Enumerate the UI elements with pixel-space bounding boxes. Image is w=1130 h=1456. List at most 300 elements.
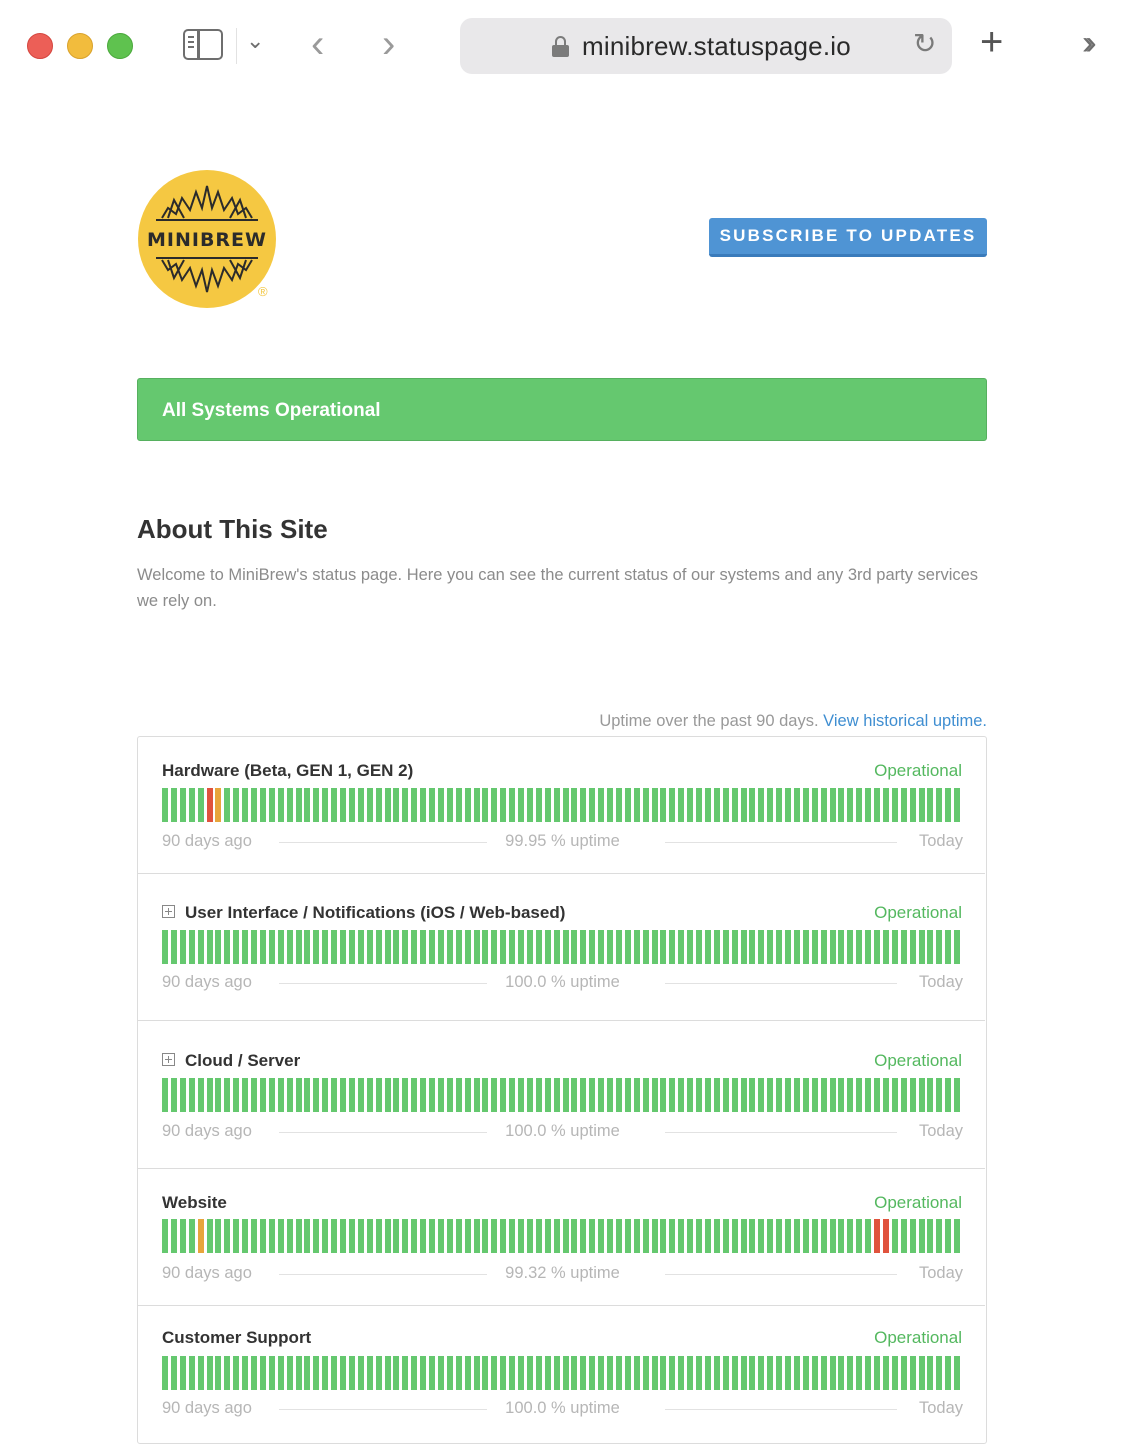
uptime-day-bar[interactable] — [767, 788, 773, 822]
uptime-day-bar[interactable] — [705, 930, 711, 964]
uptime-day-bar[interactable] — [482, 1219, 488, 1253]
uptime-day-bar[interactable] — [340, 930, 346, 964]
uptime-day-bar[interactable] — [420, 930, 426, 964]
uptime-day-bar[interactable] — [812, 930, 818, 964]
uptime-day-bar[interactable] — [696, 930, 702, 964]
uptime-day-bar[interactable] — [838, 1356, 844, 1390]
uptime-day-bar[interactable] — [447, 1219, 453, 1253]
uptime-day-bar[interactable] — [474, 930, 480, 964]
uptime-day-bar[interactable] — [652, 1356, 658, 1390]
uptime-day-bar[interactable] — [447, 1078, 453, 1112]
uptime-day-bar[interactable] — [580, 1078, 586, 1112]
uptime-day-bar[interactable] — [945, 788, 951, 822]
uptime-day-bar[interactable] — [198, 1356, 204, 1390]
expand-plus-icon[interactable] — [162, 1053, 175, 1066]
uptime-day-bar[interactable] — [741, 1356, 747, 1390]
uptime-day-bar[interactable] — [945, 1078, 951, 1112]
back-arrow-icon[interactable]: ‹ — [311, 22, 325, 66]
uptime-day-bar[interactable] — [830, 1219, 836, 1253]
uptime-day-bar[interactable] — [785, 1219, 791, 1253]
uptime-day-bar[interactable] — [385, 930, 391, 964]
uptime-day-bar[interactable] — [215, 1219, 221, 1253]
uptime-day-bar[interactable] — [669, 930, 675, 964]
uptime-day-bar[interactable] — [794, 788, 800, 822]
uptime-day-bar[interactable] — [563, 1219, 569, 1253]
uptime-day-bar[interactable] — [509, 930, 515, 964]
uptime-day-bar[interactable] — [304, 930, 310, 964]
uptime-day-bar[interactable] — [474, 1078, 480, 1112]
uptime-day-bar[interactable] — [500, 930, 506, 964]
uptime-day-bar[interactable] — [794, 1078, 800, 1112]
uptime-day-bar[interactable] — [313, 1219, 319, 1253]
uptime-day-bar[interactable] — [803, 1219, 809, 1253]
uptime-day-bar[interactable] — [714, 1078, 720, 1112]
uptime-day-bar[interactable] — [687, 1356, 693, 1390]
uptime-day-bar[interactable] — [162, 930, 168, 964]
uptime-day-bar[interactable] — [358, 1356, 364, 1390]
uptime-day-bar[interactable] — [660, 1219, 666, 1253]
uptime-day-bar[interactable] — [331, 1219, 337, 1253]
uptime-day-bar[interactable] — [251, 930, 257, 964]
uptime-day-bar[interactable] — [322, 930, 328, 964]
uptime-day-bar[interactable] — [785, 1356, 791, 1390]
uptime-day-bar[interactable] — [545, 1219, 551, 1253]
uptime-day-bar[interactable] — [385, 1356, 391, 1390]
uptime-day-bar[interactable] — [207, 1078, 213, 1112]
uptime-day-bar[interactable] — [393, 930, 399, 964]
uptime-day-bar[interactable] — [660, 1078, 666, 1112]
uptime-day-bar[interactable] — [652, 1219, 658, 1253]
uptime-day-bar[interactable] — [554, 1219, 560, 1253]
uptime-day-bar[interactable] — [180, 788, 186, 822]
uptime-day-bar[interactable] — [919, 1219, 925, 1253]
uptime-day-bar[interactable] — [198, 1078, 204, 1112]
uptime-day-bar[interactable] — [491, 1219, 497, 1253]
uptime-day-bar[interactable] — [465, 1356, 471, 1390]
uptime-day-bar[interactable] — [901, 1356, 907, 1390]
uptime-day-bar[interactable] — [678, 1219, 684, 1253]
uptime-day-bar[interactable] — [393, 788, 399, 822]
uptime-day-bar[interactable] — [287, 1078, 293, 1112]
uptime-day-bar[interactable] — [580, 1219, 586, 1253]
uptime-day-bar[interactable] — [625, 1078, 631, 1112]
uptime-day-bar[interactable] — [269, 930, 275, 964]
uptime-day-bar[interactable] — [847, 1356, 853, 1390]
uptime-day-bar[interactable] — [367, 1078, 373, 1112]
uptime-day-bar[interactable] — [189, 1078, 195, 1112]
uptime-day-bar[interactable] — [678, 788, 684, 822]
uptime-day-bar[interactable] — [634, 1078, 640, 1112]
uptime-day-bar[interactable] — [278, 930, 284, 964]
uptime-day-bar[interactable] — [260, 930, 266, 964]
uptime-day-bar[interactable] — [598, 788, 604, 822]
uptime-day-bar[interactable] — [598, 1078, 604, 1112]
uptime-day-bar[interactable] — [349, 1078, 355, 1112]
uptime-day-bar[interactable] — [287, 1219, 293, 1253]
uptime-day-bar[interactable] — [598, 1219, 604, 1253]
uptime-day-bar[interactable] — [660, 1356, 666, 1390]
uptime-day-bar[interactable] — [482, 1356, 488, 1390]
uptime-day-bar[interactable] — [509, 1219, 515, 1253]
uptime-day-bar[interactable] — [954, 1078, 960, 1112]
uptime-day-bar[interactable] — [189, 1219, 195, 1253]
uptime-day-bar[interactable] — [482, 788, 488, 822]
uptime-day-bar[interactable] — [696, 1356, 702, 1390]
uptime-day-bar[interactable] — [367, 788, 373, 822]
uptime-day-bar[interactable] — [527, 1219, 533, 1253]
uptime-day-bar[interactable] — [669, 1219, 675, 1253]
uptime-day-bar[interactable] — [304, 1356, 310, 1390]
uptime-day-bar[interactable] — [883, 1219, 889, 1253]
uptime-day-bar[interactable] — [856, 1078, 862, 1112]
uptime-day-bar[interactable] — [518, 788, 524, 822]
uptime-day-bar[interactable] — [322, 1078, 328, 1112]
uptime-day-bar[interactable] — [776, 1219, 782, 1253]
uptime-day-bar[interactable] — [233, 930, 239, 964]
uptime-day-bar[interactable] — [634, 788, 640, 822]
uptime-day-bar[interactable] — [242, 1356, 248, 1390]
reload-icon[interactable]: ↻ — [913, 28, 937, 59]
uptime-day-bar[interactable] — [189, 1356, 195, 1390]
uptime-day-bar[interactable] — [447, 930, 453, 964]
uptime-day-bar[interactable] — [358, 1219, 364, 1253]
uptime-day-bar[interactable] — [919, 930, 925, 964]
uptime-day-bar[interactable] — [785, 1078, 791, 1112]
uptime-day-bar[interactable] — [420, 788, 426, 822]
uptime-day-bar[interactable] — [438, 1219, 444, 1253]
uptime-day-bar[interactable] — [847, 1219, 853, 1253]
uptime-day-bar[interactable] — [696, 1219, 702, 1253]
uptime-day-bar[interactable] — [313, 788, 319, 822]
uptime-day-bar[interactable] — [892, 1356, 898, 1390]
uptime-day-bar[interactable] — [438, 1356, 444, 1390]
uptime-day-bar[interactable] — [207, 1219, 213, 1253]
uptime-day-bar[interactable] — [812, 1219, 818, 1253]
uptime-day-bar[interactable] — [215, 1078, 221, 1112]
expand-plus-icon[interactable] — [162, 905, 175, 918]
uptime-day-bar[interactable] — [865, 1219, 871, 1253]
uptime-day-bar[interactable] — [465, 788, 471, 822]
uptime-day-bar[interactable] — [171, 1078, 177, 1112]
uptime-day-bar[interactable] — [260, 1078, 266, 1112]
uptime-day-bar[interactable] — [741, 788, 747, 822]
uptime-day-bar[interactable] — [429, 1078, 435, 1112]
uptime-day-bar[interactable] — [429, 930, 435, 964]
uptime-day-bar[interactable] — [420, 1356, 426, 1390]
uptime-day-bar[interactable] — [732, 1356, 738, 1390]
uptime-day-bar[interactable] — [927, 930, 933, 964]
uptime-day-bar[interactable] — [919, 1078, 925, 1112]
uptime-day-bar[interactable] — [429, 788, 435, 822]
uptime-day-bar[interactable] — [563, 1078, 569, 1112]
uptime-day-bar[interactable] — [954, 1219, 960, 1253]
uptime-day-bar[interactable] — [580, 788, 586, 822]
uptime-day-bar[interactable] — [616, 1356, 622, 1390]
uptime-day-bar[interactable] — [571, 930, 577, 964]
uptime-day-bar[interactable] — [198, 1219, 204, 1253]
uptime-day-bar[interactable] — [936, 1078, 942, 1112]
uptime-day-bar[interactable] — [580, 1356, 586, 1390]
uptime-day-bar[interactable] — [465, 1078, 471, 1112]
uptime-day-bar[interactable] — [242, 930, 248, 964]
uptime-day-bar[interactable] — [563, 930, 569, 964]
uptime-day-bar[interactable] — [545, 1078, 551, 1112]
uptime-day-bar[interactable] — [847, 930, 853, 964]
uptime-day-bar[interactable] — [669, 1356, 675, 1390]
uptime-day-bar[interactable] — [696, 1078, 702, 1112]
uptime-day-bar[interactable] — [741, 1078, 747, 1112]
uptime-day-bar[interactable] — [162, 1078, 168, 1112]
uptime-day-bar[interactable] — [358, 788, 364, 822]
uptime-day-bar[interactable] — [741, 1219, 747, 1253]
uptime-day-bar[interactable] — [224, 930, 230, 964]
uptime-day-bar[interactable] — [251, 1219, 257, 1253]
uptime-day-bar[interactable] — [287, 788, 293, 822]
uptime-day-bar[interactable] — [803, 930, 809, 964]
uptime-day-bar[interactable] — [269, 788, 275, 822]
uptime-day-bar[interactable] — [545, 1356, 551, 1390]
uptime-day-bar[interactable] — [358, 1078, 364, 1112]
uptime-day-bar[interactable] — [749, 930, 755, 964]
uptime-day-bar[interactable] — [856, 930, 862, 964]
uptime-day-bar[interactable] — [171, 1219, 177, 1253]
uptime-day-bar[interactable] — [500, 788, 506, 822]
uptime-day-bar[interactable] — [821, 1078, 827, 1112]
uptime-day-bar[interactable] — [910, 1219, 916, 1253]
uptime-day-bar[interactable] — [874, 788, 880, 822]
uptime-day-bar[interactable] — [162, 788, 168, 822]
uptime-day-bar[interactable] — [224, 1356, 230, 1390]
uptime-day-bar[interactable] — [687, 930, 693, 964]
uptime-day-bar[interactable] — [491, 1356, 497, 1390]
uptime-day-bar[interactable] — [545, 788, 551, 822]
uptime-day-bar[interactable] — [758, 930, 764, 964]
uptime-day-bar[interactable] — [554, 930, 560, 964]
uptime-day-bar[interactable] — [616, 1078, 622, 1112]
uptime-day-bar[interactable] — [945, 930, 951, 964]
uptime-day-bar[interactable] — [883, 1356, 889, 1390]
uptime-day-bar[interactable] — [304, 788, 310, 822]
uptime-day-bar[interactable] — [251, 788, 257, 822]
uptime-day-bar[interactable] — [251, 1078, 257, 1112]
uptime-day-bar[interactable] — [527, 788, 533, 822]
uptime-day-bar[interactable] — [812, 1078, 818, 1112]
uptime-day-bar[interactable] — [162, 1219, 168, 1253]
uptime-day-bar[interactable] — [269, 1356, 275, 1390]
uptime-day-bar[interactable] — [411, 930, 417, 964]
uptime-day-bar[interactable] — [571, 1356, 577, 1390]
uptime-day-bar[interactable] — [171, 788, 177, 822]
component-name[interactable] — [162, 903, 565, 923]
uptime-day-bar[interactable] — [625, 930, 631, 964]
uptime-day-bar[interactable] — [607, 1219, 613, 1253]
uptime-day-bar[interactable] — [349, 1356, 355, 1390]
uptime-day-bar[interactable] — [660, 930, 666, 964]
uptime-day-bar[interactable] — [856, 788, 862, 822]
uptime-day-bar[interactable] — [456, 788, 462, 822]
uptime-day-bar[interactable] — [723, 1078, 729, 1112]
uptime-day-bar[interactable] — [892, 788, 898, 822]
uptime-day-bar[interactable] — [678, 930, 684, 964]
uptime-day-bar[interactable] — [278, 1078, 284, 1112]
uptime-day-bar[interactable] — [838, 788, 844, 822]
uptime-day-bar[interactable] — [607, 1078, 613, 1112]
uptime-day-bar[interactable] — [411, 788, 417, 822]
uptime-day-bar[interactable] — [233, 1078, 239, 1112]
uptime-day-bar[interactable] — [776, 930, 782, 964]
uptime-day-bar[interactable] — [349, 788, 355, 822]
uptime-day-bar[interactable] — [376, 1078, 382, 1112]
uptime-day-bar[interactable] — [732, 1078, 738, 1112]
uptime-day-bar[interactable] — [865, 930, 871, 964]
new-tab-icon[interactable]: + — [980, 20, 1004, 64]
uptime-day-bar[interactable] — [919, 1356, 925, 1390]
uptime-day-bar[interactable] — [180, 1078, 186, 1112]
uptime-day-bar[interactable] — [705, 1219, 711, 1253]
uptime-day-bar[interactable] — [767, 930, 773, 964]
uptime-day-bar[interactable] — [420, 1078, 426, 1112]
uptime-day-bar[interactable] — [714, 1219, 720, 1253]
uptime-day-bar[interactable] — [643, 788, 649, 822]
uptime-day-bar[interactable] — [296, 1356, 302, 1390]
address-bar-url[interactable]: minibrew.statuspage.io — [582, 31, 851, 61]
uptime-day-bar[interactable] — [474, 788, 480, 822]
uptime-day-bar[interactable] — [402, 788, 408, 822]
uptime-day-bar[interactable] — [892, 1078, 898, 1112]
uptime-day-bar[interactable] — [954, 788, 960, 822]
uptime-day-bar[interactable] — [554, 788, 560, 822]
uptime-day-bar[interactable] — [607, 788, 613, 822]
uptime-day-bar[interactable] — [696, 788, 702, 822]
uptime-day-bar[interactable] — [465, 1219, 471, 1253]
uptime-day-bar[interactable] — [500, 1078, 506, 1112]
uptime-day-bar[interactable] — [331, 1078, 337, 1112]
uptime-day-bar[interactable] — [304, 1219, 310, 1253]
uptime-day-bar[interactable] — [491, 788, 497, 822]
uptime-day-bar[interactable] — [803, 1356, 809, 1390]
uptime-day-bar[interactable] — [509, 1356, 515, 1390]
uptime-day-bar[interactable] — [589, 788, 595, 822]
uptime-day-bar[interactable] — [278, 1219, 284, 1253]
uptime-day-bar[interactable] — [865, 1356, 871, 1390]
uptime-day-bar[interactable] — [215, 930, 221, 964]
uptime-day-bar[interactable] — [385, 1219, 391, 1253]
uptime-day-bar[interactable] — [749, 1219, 755, 1253]
uptime-day-bar[interactable] — [376, 930, 382, 964]
uptime-day-bar[interactable] — [758, 1356, 764, 1390]
uptime-day-bar[interactable] — [936, 1219, 942, 1253]
uptime-day-bar[interactable] — [563, 1356, 569, 1390]
uptime-day-bar[interactable] — [607, 930, 613, 964]
uptime-day-bar[interactable] — [643, 930, 649, 964]
component-name[interactable] — [162, 1051, 300, 1071]
uptime-day-bar[interactable] — [785, 930, 791, 964]
uptime-day-bar[interactable] — [304, 1078, 310, 1112]
uptime-day-bar[interactable] — [429, 1219, 435, 1253]
uptime-day-bar[interactable] — [910, 1078, 916, 1112]
uptime-day-bar[interactable] — [643, 1356, 649, 1390]
uptime-day-bar[interactable] — [322, 788, 328, 822]
uptime-day-bar[interactable] — [233, 788, 239, 822]
uptime-day-bar[interactable] — [874, 930, 880, 964]
uptime-day-bar[interactable] — [563, 788, 569, 822]
uptime-day-bar[interactable] — [215, 788, 221, 822]
uptime-day-bar[interactable] — [331, 1356, 337, 1390]
uptime-day-bar[interactable] — [340, 1356, 346, 1390]
uptime-day-bar[interactable] — [571, 1219, 577, 1253]
uptime-day-bar[interactable] — [883, 788, 889, 822]
uptime-day-bar[interactable] — [847, 788, 853, 822]
uptime-day-bar[interactable] — [634, 930, 640, 964]
uptime-day-bar[interactable] — [198, 930, 204, 964]
uptime-day-bar[interactable] — [714, 1356, 720, 1390]
uptime-day-bar[interactable] — [927, 788, 933, 822]
uptime-day-bar[interactable] — [207, 1356, 213, 1390]
uptime-day-bar[interactable] — [776, 1356, 782, 1390]
uptime-day-bar[interactable] — [171, 1356, 177, 1390]
uptime-day-bar[interactable] — [776, 788, 782, 822]
uptime-day-bar[interactable] — [874, 1219, 880, 1253]
uptime-day-bar[interactable] — [847, 1078, 853, 1112]
uptime-day-bar[interactable] — [242, 1078, 248, 1112]
uptime-day-bar[interactable] — [945, 1219, 951, 1253]
uptime-day-bar[interactable] — [945, 1356, 951, 1390]
uptime-day-bar[interactable] — [892, 1219, 898, 1253]
minimize-window-button[interactable] — [67, 33, 93, 59]
uptime-day-bar[interactable] — [215, 1356, 221, 1390]
uptime-day-bar[interactable] — [910, 788, 916, 822]
uptime-day-bar[interactable] — [296, 930, 302, 964]
uptime-day-bar[interactable] — [189, 930, 195, 964]
uptime-day-bar[interactable] — [180, 930, 186, 964]
uptime-day-bar[interactable] — [224, 1078, 230, 1112]
uptime-day-bar[interactable] — [589, 1078, 595, 1112]
uptime-day-bar[interactable] — [794, 1356, 800, 1390]
uptime-day-bar[interactable] — [758, 1078, 764, 1112]
uptime-day-bar[interactable] — [438, 788, 444, 822]
uptime-day-bar[interactable] — [705, 1078, 711, 1112]
uptime-day-bar[interactable] — [278, 1356, 284, 1390]
historical-uptime-link[interactable]: View historical uptime. — [823, 712, 987, 730]
uptime-day-bar[interactable] — [456, 1078, 462, 1112]
uptime-day-bar[interactable] — [411, 1356, 417, 1390]
uptime-day-bar[interactable] — [509, 788, 515, 822]
uptime-day-bar[interactable] — [447, 1356, 453, 1390]
uptime-day-bar[interactable] — [518, 930, 524, 964]
uptime-day-bar[interactable] — [491, 930, 497, 964]
uptime-day-bar[interactable] — [509, 1078, 515, 1112]
uptime-day-bar[interactable] — [741, 930, 747, 964]
uptime-day-bar[interactable] — [527, 1356, 533, 1390]
uptime-day-bar[interactable] — [402, 1219, 408, 1253]
uptime-day-bar[interactable] — [616, 788, 622, 822]
uptime-day-bar[interactable] — [331, 930, 337, 964]
uptime-day-bar[interactable] — [767, 1219, 773, 1253]
uptime-day-bar[interactable] — [456, 930, 462, 964]
uptime-day-bar[interactable] — [687, 1219, 693, 1253]
uptime-day-bar[interactable] — [901, 788, 907, 822]
uptime-day-bar[interactable] — [367, 930, 373, 964]
uptime-day-bar[interactable] — [438, 930, 444, 964]
uptime-day-bar[interactable] — [838, 1219, 844, 1253]
uptime-day-bar[interactable] — [598, 930, 604, 964]
uptime-day-bar[interactable] — [660, 788, 666, 822]
uptime-day-bar[interactable] — [287, 1356, 293, 1390]
uptime-day-bar[interactable] — [803, 788, 809, 822]
uptime-day-bar[interactable] — [634, 1219, 640, 1253]
uptime-day-bar[interactable] — [438, 1078, 444, 1112]
uptime-day-bar[interactable] — [367, 1356, 373, 1390]
